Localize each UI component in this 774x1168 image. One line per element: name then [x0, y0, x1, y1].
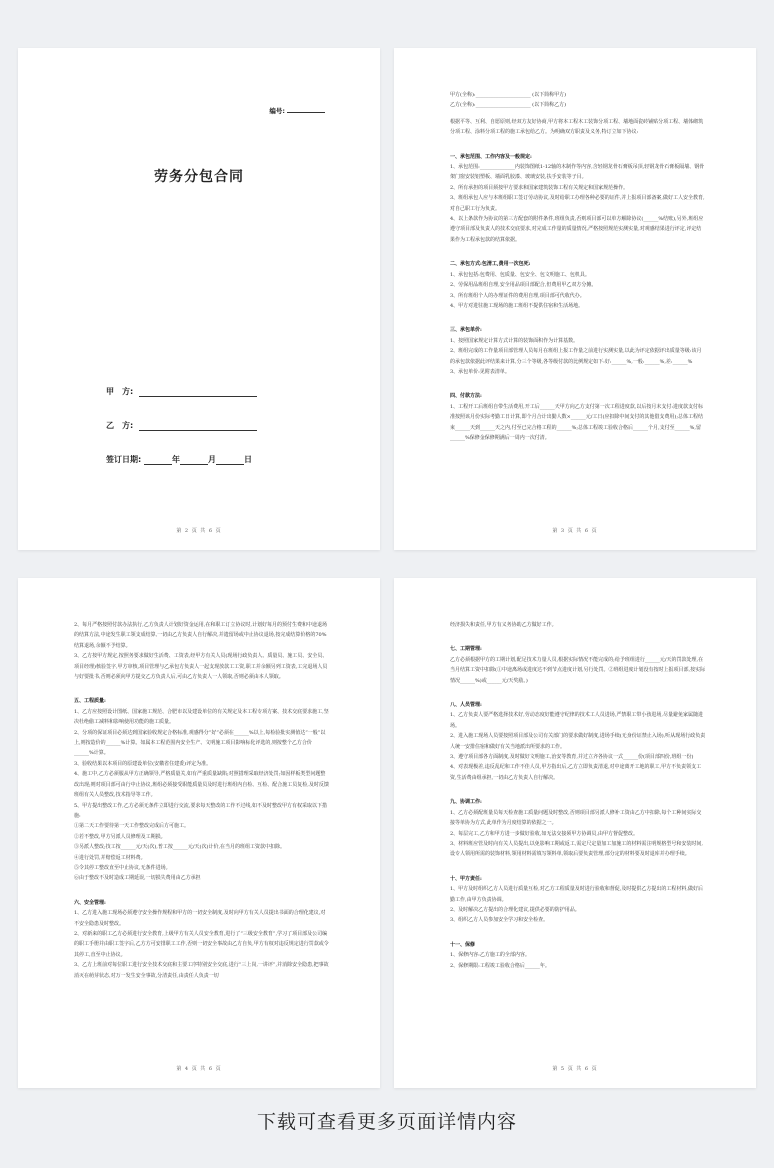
paragraph: 1、乙方必须配班量员每天检查施工质量问题及时整改,否则项目部另派人修补工资由乙方中扣除,每个工种间实际交接等单协为方式,此单作为月度结算的依据之一。	[450, 809, 702, 827]
year-label: 年	[172, 455, 180, 464]
contract-number-label: 编号:	[269, 107, 285, 115]
paragraph: 1、甲方及时组织乙方人员进行质量互检,对乙方工程质量及时进行验收和督促,及时提供乙方提出的工程材料,做好后勤工作,由甲方负责协调。	[450, 886, 703, 903]
section-heading: 二、承包方式:包清工,费用一次包死:	[450, 261, 531, 268]
paragraph: 1、承包范围:______________内装饰图纸1-12轴的木制作等内容,含轻钢龙骨石膏板吊顶,轻钢龙骨石膏板隔墙、钢骨架门窗安装铝塑板、墙面乳胶漆、玻璃安装,扶手安装等子目。	[450, 164, 705, 181]
contract-title: 劳务分包合同	[154, 169, 244, 185]
day-label: 日	[244, 455, 252, 464]
paragraph: 2、对新来的职工乙方必须进行安全教育,上级甲方有关人员安全教育,进行了“三级安全教育”,学习了项目部及公司编的职工手册并由职工签字后,乙方方可安排职工工作,否则一切安全事故由乙方自负,甲方有权对违反规定进行罚款或令其停工,直至中止协议。	[74, 930, 329, 958]
paragraph: 2、班组完成的工作量项目部管理人员每月在班组上报工作量之前进行实测实量,以此为评定依据评出质量等级:该月的承包款依据此评结果来计算,分三个等级,各等级付款的比例规定如下:好:______%,一般:______%,差:______%	[450, 348, 702, 365]
paragraph-gap	[450, 783, 706, 789]
paragraph: 3、材料班应管及时向有关人员提出,以免影响工期或返工,需定尺定量加工加施工的材料需注明规格型号和安装时间,设专人领用所需的装饰材料,领用材料需填写领料单,领取后要负责管理,部分定的材料要及时退库并办理手续。	[450, 840, 703, 858]
paragraph: 1、乙方负责人要严格选择技术好,劳动态度好能遵守纪律的技术工人员进场,严禁职工带小孩进场,尽量避免家属随进场。	[450, 712, 703, 729]
paragraph: 经济损失和责任,甲方有义务协助乙方做好工作。	[450, 622, 557, 628]
contract-page-3	[394, 48, 756, 550]
party-b-field	[106, 420, 257, 431]
paragraph-gap	[450, 630, 706, 636]
section-heading: 三、承包单价:	[450, 327, 482, 334]
paragraph-gap	[74, 682, 330, 688]
page-number: 第 2 页 共 6 页	[176, 528, 222, 534]
page-number: 第 3 页 共 6 页	[552, 528, 598, 534]
paragraph: 2、保修期限:工程竣工验收合格后______年。	[450, 962, 550, 969]
page-body	[450, 620, 706, 971]
contract-number-blank	[287, 112, 325, 113]
paragraph: 2、劳保用品班组自理,安全用品项目部配合,但费用甲乙双方分摊。	[450, 282, 597, 289]
signing-date-label: 签订日期:	[106, 455, 142, 464]
paragraph-gap	[450, 138, 706, 144]
paragraph-gap	[450, 860, 706, 866]
paragraph: 根据平等、互利、自愿原则,经双方友好协商,甲方将本工程木工装饰分项工程、墙地面瓷砖铺贴分项工程、墙体砌筑分项工程、涂料分项工程的施工承包给乙方。为明确双方职责及义务,特订立如下协议:	[450, 118, 704, 136]
paragraph: ⑤令其停工整改直至中止协议,无条件进场。	[74, 864, 171, 871]
paragraph: 4、以上条款作为协议的第三方配套的附件条件,班组负责,否则项目部可以单方解除协议(______%结账),另外,班组应遵守项目部及负责人的技术交底要求,对完成工作量的质量情况,严格按照规范实测实量,对观感结果进行评定,评定结果作为工程承包款的结算依据。	[450, 216, 704, 243]
month-label: 月	[208, 455, 216, 464]
paragraph-gap	[74, 884, 330, 890]
paragraph: 1、承包包括:包费用、包质量、包安全、包文明施工、包机具。	[450, 271, 590, 278]
section-heading: 八、人员管理:	[450, 702, 482, 709]
section-heading: 七、工期管理:	[450, 646, 482, 653]
paragraph: 2、进入施工现场人员要按照项目部及公司有关部门的要求做好制度,进场手续(无身份证禁止入场),听从现场行政负责人统一安排住宿和做好有关当地派出所要求的工作。	[450, 733, 706, 750]
section-heading: 十、甲方责任:	[450, 875, 482, 882]
paragraph: ⑥由于整改不及时造成工期延误,一切损失费用由乙方承担	[74, 875, 201, 882]
signing-date-field	[106, 454, 252, 465]
party-b-label: 乙 方:	[106, 421, 134, 430]
paragraph: 2、所有承担的项目须按甲方要求和国家建筑装饰工程有关规定和国家规范操作。	[450, 184, 629, 191]
page-number: 第 5 页 共 6 页	[552, 1066, 598, 1072]
paragraph: ③另派人整改;技工按______元/天(次),普工按______元/天(次)计价,在当月的班组工资款中扣除。	[74, 844, 286, 851]
contract-number-field	[269, 106, 325, 115]
contract-cover-page	[18, 48, 380, 550]
paragraph: 1、乙方进入施工现场必须遵守安全操作规程和甲方的一切安全制度,及时向甲方有关人员提出书面的合理化建议,对不安全隐患及时整改。	[74, 910, 326, 927]
paragraph: 甲方(全称):______________________ (以下简称甲方)	[450, 92, 567, 98]
paragraph: 1、工程开工后班组自带生活费用,开工后______天甲方向乙方支付第一次工程进度款,以后按月末支付:进度款支付标准按照该月份实际考勤工日计算,即个月合计出勤人数×______元/工日(应扣除中间支付的其他借支费用);总体工程结束______天到______天之内,付至已完合格工程的______%;总体工程竣工验收合格后______个月,支付至______%,留______%保修金保修期满后一周内一次付清。	[450, 403, 704, 441]
page-number: 第 4 页 共 6 页	[176, 1066, 222, 1072]
paragraph-gap	[450, 926, 706, 932]
paragraph: 乙方(全称):______________________ (以下简称乙方)	[450, 102, 567, 109]
paragraph: 1、保修内容:乙方施工的全部内容。	[450, 952, 530, 959]
download-more-prompt[interactable]: 下载可查看更多页面详情内容	[256, 1111, 517, 1133]
section-heading: 六、安全管理:	[74, 899, 106, 906]
section-heading: 九、协调工作:	[450, 799, 482, 806]
party-a-field	[106, 386, 257, 397]
paragraph: 3、验收结果以本项目的原建设单位(安徽省住建委)评定为准。	[74, 760, 212, 767]
paragraph: 4、对表现极差,违反乱纪和工作不佳人员,甲方指出后,乙方立即负责清退,对中途离开工地的职工,甲方不负责领支工资,生活费由组承担,一切由乙方负责人自行解决。	[450, 764, 702, 781]
paragraph: 3、遵守项目部各方面制度,及时做好文明施工,治安等教育,并过立齐各协议一式______份(项目部四份,班组一份)	[450, 754, 694, 761]
paragraph: 1、按照国家规定计算方式计算的装饰面积作为计算基数。	[450, 337, 579, 344]
paragraph: 乙方必须根据甲方的工期计划,配足技术力量人员,根据实际情况不能完成的;给予班组进行______元/天的罚款处理,在当月结算工资中扣除(①中途离场或进度达不到节点进度计划,另行处罚。②班组进度计划没有按时上报项目部,按实际情况______%)或______元/天奖励。)	[450, 656, 706, 684]
paragraph: 3、乙方按甲方规定,按照务要求做好生活费、工资表,经甲方有关人员(现场行政负责人、质量员、施工员、安全员、项目经理)核验签字,甲方审核,项目管理与乙承包方负责人一起支现放款工工资,职工并余额另列工资表,工完退场人员与好要批书,否则必须向甲方提交乙方负责人后,可由乙方负责人一人领取,否则必须由本人领取。	[74, 653, 328, 681]
paragraph: ②若不整改,甲方另派人员修理及工期损。	[74, 833, 166, 840]
section-heading: 一、承包范围、工作内容及一般规定:	[450, 153, 532, 160]
paragraph: 5、甲方提出整改工作,乙方必须无条件立即进行交流,要求每天整改的工作不过线,如不及时整改甲方有权采取以下措施:	[74, 802, 327, 819]
paragraph: 3、承包单价:见附表清单。	[450, 368, 510, 375]
contract-page-5	[394, 578, 756, 1088]
paragraph: 4、甲方对进驻施工现场的施工班组不提供住宿和生活场地。	[450, 302, 584, 309]
page-body	[74, 620, 330, 981]
contract-page-4	[18, 578, 380, 1088]
paragraph: 3、乙方上班前对每位职工进行安全技术交底和主要工序特别安全交底,进行“三上岗,一讲评”,并消除安全隐患,把事故消灭在萌芽状态,对万一发生安全事故,分清责任,由责任人负责一切	[74, 962, 329, 979]
paragraph: 4、施工中,乙方必须服从甲方正确领导,严格质量关,如有严重质量缺陷;对照措理采取经济处罚;如因样板类型问题整改出现;则对项目部可由行中止协议,班组必须接受职能质量员及时进行班组内自检、互检、配合施工员复检,及时反馈班组有关人员整改,技术指导等工作。	[74, 771, 329, 799]
party-a-blank	[139, 388, 257, 397]
page-body	[450, 90, 706, 443]
paragraph: ④进行处罚,并赔偿返工材料费。	[74, 854, 146, 861]
paragraph: 1、乙方应按照设计图纸、国家施工规范、合肥市以及建设单位的有关规定及本工程专项方案、技术交底要求施工,坚决杜绝偷工减料和影响使用功能的施工质量。	[74, 708, 329, 726]
section-heading: 十一、保修	[450, 941, 476, 948]
paragraph-gap	[450, 245, 706, 251]
paragraph: 2、每层完工,乙方和甲方进一步做好验收,如无法交接须甲方协调员,由甲方督促整改。	[450, 830, 638, 837]
party-b-blank	[139, 422, 257, 431]
paragraph-gap	[450, 377, 706, 383]
paragraph-gap	[450, 311, 706, 317]
paragraph: 2、分项的保证项目必须达到国家验收规定合格标准,观感得分“好”必须在______%以上,每检验批实测值达“一般”以上,则按造价的______%计算。如属本工程范围内安全生产、文明施工项目影响标化评选的,则按整个乙方合价______%计算。	[74, 729, 326, 757]
paragraph: 2、每月严格按照付款办法执行,乙方负责人计划好资金运用,在和职工订立协议时,计划好每月的预付生费和中途退场的结算方法,中途发生职工领支成结算,一切由乙方负责人自行解决,并遗留场或中止协议退场,按完成结算价格的70%结算退场,余额不予结算。	[74, 622, 327, 649]
paragraph: 2、及时解决乙方提出的合理化建议,提供必要的防护用品。	[450, 906, 580, 913]
section-heading: 五、工程质量:	[74, 698, 106, 705]
paragraph: ①第二天工作要待第一天工作整改完成后方可施工。	[74, 823, 190, 830]
paragraph: 3、班组承包人应与本班组职工签订劳动协议,及时给职工办理各种必要的证件,并上报项目部备案,做好工人安全教育,对自己职工行为负责。	[450, 195, 705, 212]
paragraph: 3、组织乙方人员参加安全学习和安全检查。	[450, 917, 549, 924]
party-a-label: 甲 方:	[106, 387, 134, 396]
section-heading: 四、付款方法:	[450, 393, 482, 400]
paragraph: 3、所有班组个人的办理证件的费用自理,项目部可代收代办。	[450, 292, 585, 299]
paragraph-gap	[450, 686, 706, 692]
